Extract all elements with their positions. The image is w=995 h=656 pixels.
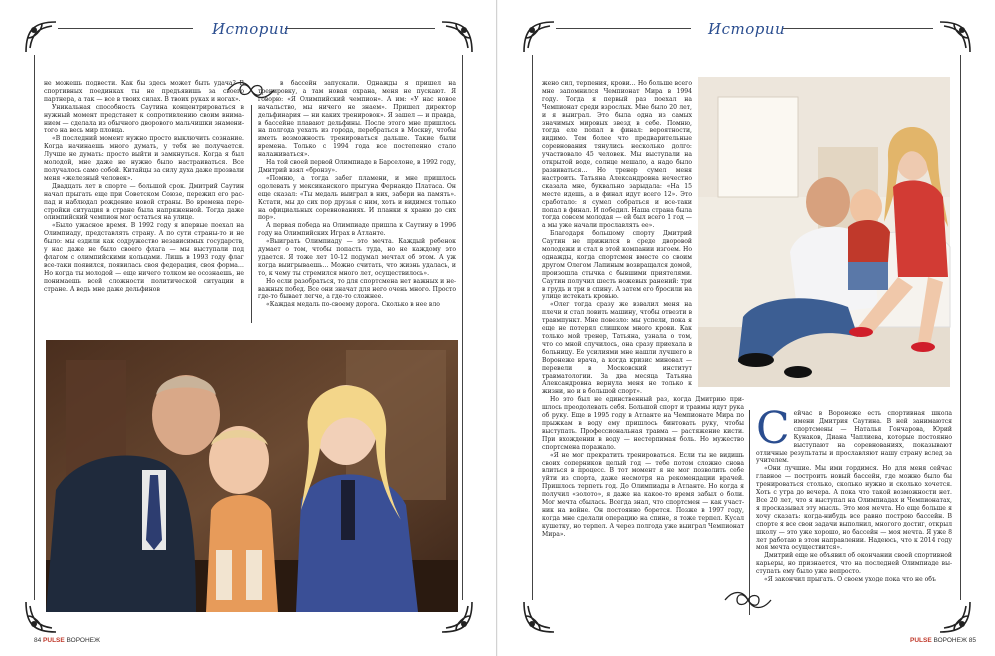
right-text-column-2 [756,403,952,615]
left-text-column-1 [44,80,244,325]
side-rule-left [532,55,533,600]
paragraph: ейчас в Воронеже есть спортивная школа имени Дмитрия Саутина. В ней занимаются спортсмены — Наталья Гончарова, Юрий Кунаков, Диана Чаплиева, которые постоянно выступают на соревнованиях, показывают отличные результаты и прославляют нашу страну вслед за учителем. [756,410,952,465]
paragraph: Благодаря большому спорту Дмитрий Саутин не прижился в среде дворовой молодежи и стал в этой компании изгоем. Но однажды, когда спортсмен вместе со своим другом Олегом Лапиным возвращался домой, произошла стычка с бывшими приятелями. Саутин получил шесть ножевых ранений: три в грудь и три в спину. А затем его бросили на улице истекать кровью. [542,230,692,301]
paragraph: Но это был не единственный раз, когда Дмитрию пришлось преодолевать себя. Большой спорт и травмы идут рука об руку. Еще в 1995 году в Атланте на Чемпионате Мира по прыжкам в воду ему пришлось бинтовать руку, чтобы выступать. Профессиональная травма — растяжение кисти. При вхождении в воду — нестерпимая боль. Но мужество спортсмена поражало. [542,396,744,451]
column-ornament [723,588,773,612]
paragraph: «Было ужасное время. В 1992 году я впервые поехал на Олимпиаду, представлять страну. А по сути страны-то и не было: мы ездили как содружество независимых государств, у нас даже не было своего флага — мы выступали под флагом с олимпийскими кольцами. Лишь в 1993 году флаг все-таки появился, появилась своя федерация, своя форма… Но когда ты молодой — еще ничего толком не осознаешь, не понимаешь всей сложности политической ситуации в стране. А ведь мне даже дельфинов [44,222,244,293]
header-rule-left [556,28,691,29]
header-rule-left [58,28,193,29]
left-page [0,0,497,656]
paragraph: А первая победа на Олимпиаде пришла к Саутину в 1996 году на Олимпийских Играх в Атланте. [258,222,456,238]
paragraph: «Я закончил прыгать. О своем уходе пока что не объ [764,576,936,584]
section-title: Истории [708,20,786,38]
corner-ornament-top-right-left-page [440,20,474,54]
corner-ornament-top-left [24,20,58,54]
page-footer-right [910,637,976,644]
paragraph: «Я не мог прекратить тренироваться. Если ты не видишь своих соперников целый год — тебе потом сложно снова влиться в процесс. В тот момент я не мог позволить себе уйти из спорта, даже несмотря на рекомендации врачей. Пришлось терпеть год. До Олимпиады в Атланте. Но когда я получил «золото», я даже на какое-то время забыл о боли. Мог мечта сбылась. Всегда знал, что спортсмен — как участник на войне. Он постоянно борется. Позже в 1997 году, когда мне сделали операцию на спине, я тоже терпел. Кусал кушетку, но терпел. А через полгода уже выиграл Чемпионат Мира». [542,451,744,538]
photo-illustration [46,340,458,612]
page-footer-left [34,637,100,644]
paragraph: На той своей первой Олимпиаде в Барселоне, в 1992 году, Дмитрий взял «бронзу». [258,159,456,174]
page-number: 84 [34,637,42,644]
photo-illustration [698,77,950,387]
paragraph: жено сил, терпения, крови… Но больше всего мне запомнился Чемпионат Мира в 1994 году. Тогда я первый раз поехал на Чемпионат среди взрослых. Мне было 20 лет, и я выиграл. Это была одна из самых значимых мировых звезд в себе. Помню, тогда еле попал в финал: вероятности, видимо. Тем более что предварительные соревнования тянулись несколько долго: участвовало 45 человек. Мы выступали на открытой воде, солнце мешало, а надо было развиваться… Но тренер сумел меня настроить. Татьяна Александровна нечестно сказала мне, буквально зарыдала: «На 15 месте идешь, а в финал идут всего 12». Это сработало: я сумел собраться и все-таки попал в финал. И победил. Наша страна была тогда совсем молодая — ей был всего 1 год — а мы уже начали прославлять ее». [542,80,692,230]
paragraph: Дмитрий еще не объявил об окончании своей спортивной карьеры, но признается, что на последней Олимпиаде выступать ему было уже непросто. [756,552,952,576]
paragraph: в бассейн запускали. Однажды я пришел на тренировку, а там новая охрана, меня не пускают. Я говорю: «Я Олимпийский чемпион». А им: «У нас новое начальство, мы ничего не знаем». Пришел директор дельфинария — ни каких тренировок». Я зашел — и правда, в бассейне плавают дельфины. После этого мне пришлось на полгода уехать из города, перебраться в Москву, чтобы иметь возможность тренироваться дальше. Такие были времена. Только с 1994 года все постепенно стало налаживаться». [258,80,456,159]
corner-ornament-top-right [938,20,972,54]
paragraph: Но если разобраться, то для спортсмена нет важных и неважных побед. Все они значат для него очень много. Просто где-то бывает легче, а где-то сложнее. [258,277,456,301]
paragraph: Двадцать лет в спорте — большой срок. Дмитрий Саутин начал прыгать еще при Советском Союзе, пережил его распад и наблюдал рождение новой страны. Во времена перестройки ситуация в стране была напряженной. Тогда даже олимпийский чемпион мог остаться на улице. [44,182,244,222]
right-page [498,0,995,656]
family-photo-office [46,340,458,612]
column-divider [251,105,252,323]
header-rule-right [783,28,933,29]
paragraph: Уникальная способность Саутина концентрироваться в нужный момент предстанет к сопротивлению своим вниманием — сделала из обычного дворового мальчишки знаменитого на весь мир пловца. [44,103,244,135]
side-rule-right [462,55,463,600]
paragraph: «Они лучшие. Мы ими гордимся. Но для меня сейчас главное — построить новый бассейн, где можно было бы тренироваться столько, сколько нужно и сколько хочется. Хоть с утра до вечера. А пока что такой возможности нет. Все 20 лет, что я выступал на Олимпиадах и Чемпионатах, я просказывал эту мысль. Это моя мечта. Но еще больше я хочу сказать: когда-нибудь все равно построю бассейн. В спорте я все свои задачи выполнил, многого достиг, открыл школу — это уже хорошо, но бассейн — моя мечта. Я уже 8 лет работаю в этом направлении. Надеюсь, что к 2014 году моя мечта осуществится». [756,465,952,552]
left-text-column-2 [258,80,456,325]
paragraph: «Каждая медаль по-своему дорога. Сколько в нее вло [266,301,440,309]
side-rule-right [960,55,961,600]
header-rule-right [285,28,435,29]
paragraph: не можешь подвести. Как бы здесь может быть удача? В спортивных поединках ты не предъявишь за своего партнера, а так — все в твоих силах. В твоих руках и ногах». [44,80,244,103]
brand-name: PULSE [910,637,932,644]
family-photo-home [698,77,950,387]
side-rule-left [34,55,35,600]
brand-name: PULSE [43,637,65,644]
paragraph: «В последний момент нужно просто выключить сознание. Когда начинаешь много думать, у тебя не получается. Лучше не думать: просто выйти и замкнуться. Когда я был молодой, мне даже не нужно было настраиваться. Все получалось само собой. Китайцы за силу духа даже прозвали меня «железный человек». [44,135,244,182]
corner-ornament-top-left-right-page [522,20,556,54]
brand-city: ВОРОНЕЖ [933,637,967,644]
column-divider [749,410,750,615]
page-number: 85 [968,637,976,644]
paragraph: «Выиграть Олимпиаду — это мечта. Каждый ребенок думает о том, чтобы попасть туда, но не каждому это удается. Я тоже лет 10-12 подумал мечтал об этом. А уж когда выигрываешь… Можно считать, что жизнь удалась, и то, к чему ты стремился много лет, осуществилось». [258,238,456,277]
paragraph: «Олег тогда сразу же взвалил меня на плечи и стал ловить машину, чтобы отвезти в травмпункт. Мне повезло: мы успели, пока я еще не потерял слишком много крови. Как только мой тренер, Татьяна, узнала о том, что со мной случилось, она сразу приехала в больницу. Ее усилиями мне нашли лучшего в Воронеже врача, а когда кризис миновал — перевели в Московский институт травматологии. За два месяца Татьяна Александровна вернула меня не только к жизни, но и в большой спорт». [542,301,692,396]
brand-city: ВОРОНЕЖ [66,637,100,644]
paragraph: «Помню, а тогда забег пламени, и мне пришлось одолевать у мексиканского прыгуна Фернандо Платаса. Он еще сказал: «Ты медаль выиграл в них, забери на память». Кстати, мы до сих пор друзья с ним, хоть и видимся только на официальных соревнованиях. И планки я храню до сих пор». [258,174,456,222]
drop-cap: С [756,403,790,454]
section-title: Истории [212,20,290,38]
